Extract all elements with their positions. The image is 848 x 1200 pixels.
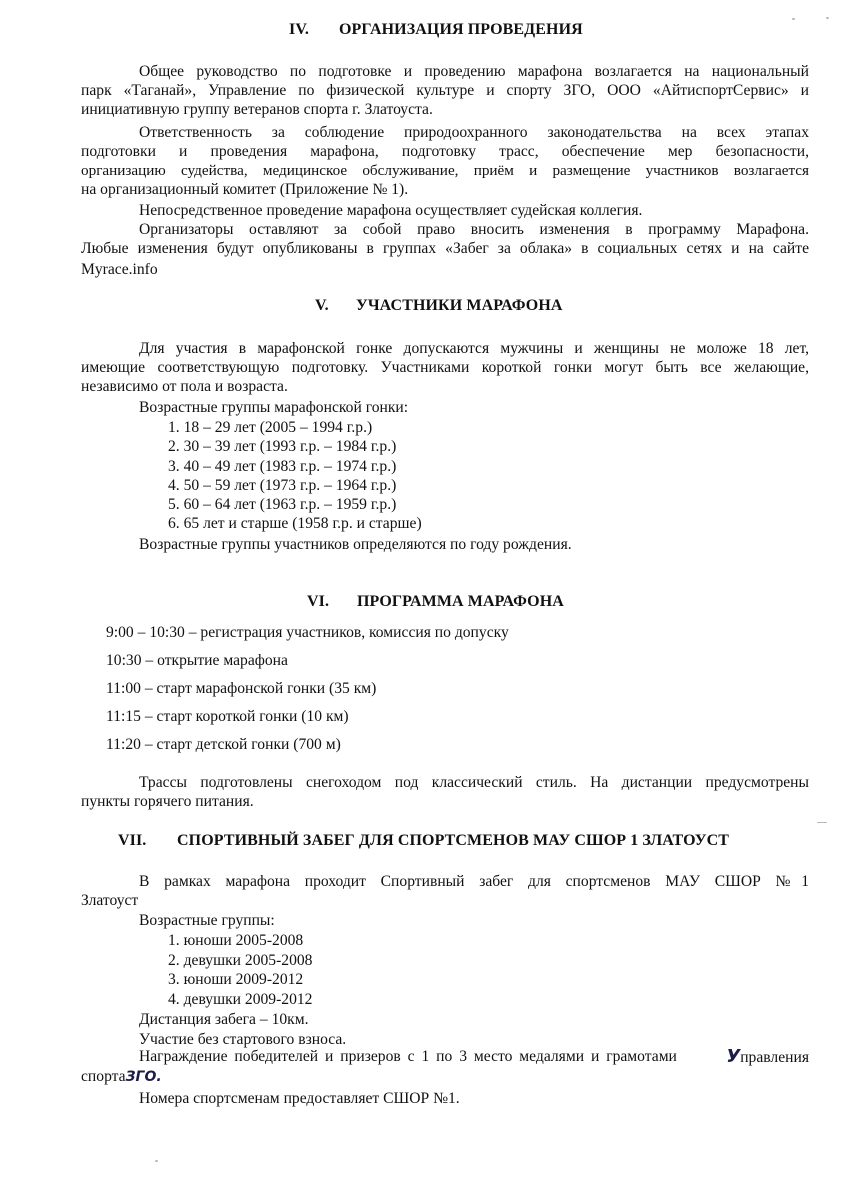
list-item: 2. девушки 2005-2008 xyxy=(168,952,313,969)
list-item: 1. 18 – 29 лет (2005 – 1994 г.р.) xyxy=(168,419,373,436)
section-number: VI. xyxy=(307,593,330,610)
paragraph-word: правления xyxy=(740,1049,809,1066)
handwritten-correction: ЗГО. xyxy=(125,1069,162,1085)
paragraph-line: Myrace.info xyxy=(81,261,158,278)
schedule-item: 11:15 – старт короткой гонки (10 км) xyxy=(106,708,349,725)
handwritten-correction: У xyxy=(726,1046,741,1067)
list-item: 4. девушки 2009-2012 xyxy=(168,991,313,1008)
paragraph-line: Непосредственное проведение марафона осуществляет судейская коллегия. xyxy=(139,202,643,219)
paragraph-line: Любые изменения будут опубликованы в группах «Забег за облака» в социальных сетях и на сайте xyxy=(81,240,809,257)
paragraph-line: Участие без стартового взноса. xyxy=(139,1031,347,1048)
awards-line-continued xyxy=(81,1067,162,1087)
paragraph-line: Ответственность за соблюдение природоохранного законодательства на всех этапах xyxy=(139,124,809,141)
section-number: V. xyxy=(315,297,329,314)
schedule-item: 11:20 – старт детской гонки (700 м) xyxy=(106,736,341,753)
paragraph-line: Номера спортсменам предоставляет СШОР №1. xyxy=(139,1090,460,1107)
list-item: 2. 30 – 39 лет (1993 г.р. – 1984 г.р.) xyxy=(168,438,397,455)
section-title: ОРГАНИЗАЦИЯ ПРОВЕДЕНИЯ xyxy=(339,21,583,38)
list-item: 1. юноши 2005-2008 xyxy=(168,932,304,949)
paragraph-line: Для участия в марафонской гонке допускаются мужчины и женщины не моложе 18 лет, xyxy=(139,340,809,357)
section-heading-v xyxy=(315,297,563,315)
list-item: 3. юноши 2009-2012 xyxy=(168,971,304,988)
scan-speck xyxy=(826,17,829,19)
scan-speck xyxy=(817,822,827,823)
awards-line-end xyxy=(726,1047,809,1067)
awards-line xyxy=(139,1047,809,1067)
section-number: VII. xyxy=(118,832,147,849)
paragraph-line: Награждение победителей и призеров с 1 по 3 место медалями и грамотами xyxy=(139,1048,677,1065)
section-heading-vi xyxy=(307,593,564,611)
paragraph-line: пункты горячего питания. xyxy=(81,793,254,810)
section-heading-vii xyxy=(118,832,729,850)
section-title: СПОРТИВНЫЙ ЗАБЕГ ДЛЯ СПОРТСМЕНОВ МАУ СШОР 1 ЗЛАТОУСТ xyxy=(177,832,730,849)
paragraph-line: Дистанция забега – 10км. xyxy=(139,1011,309,1028)
schedule-item: 10:30 – открытие марафона xyxy=(106,652,288,669)
paragraph-line: Организаторы оставляют за собой право вносить изменения в программу Марафона. xyxy=(139,221,809,238)
paragraph-line: Возрастные группы: xyxy=(139,912,275,929)
paragraph-word: спорта xyxy=(81,1068,126,1085)
paragraph-line: парк «Таганай», Управление по физической культуре и спорту ЗГО, ООО «АйтиспортСервис» и xyxy=(81,82,809,99)
paragraph-line: организацию судейства, медицинское обслуживание, приём и размещение участников возлагается xyxy=(81,162,809,179)
paragraph-line: подготовки и проведения марафона, подготовку трасс, обеспечение мер безопасности, xyxy=(81,143,809,160)
section-title: ПРОГРАММА МАРАФОНА xyxy=(357,593,564,610)
schedule-item: 11:00 – старт марафонской гонки (35 км) xyxy=(106,680,377,697)
paragraph-line: Возрастные группы марафонской гонки: xyxy=(139,399,409,416)
scan-speck xyxy=(792,18,795,20)
list-item: 3. 40 – 49 лет (1983 г.р. – 1974 г.р.) xyxy=(168,458,397,475)
section-number: IV. xyxy=(289,21,310,38)
paragraph-line: В рамках марафона проходит Спортивный забег для спортсменов МАУ СШОР №1 xyxy=(139,873,809,890)
paragraph-line: инициативную группу ветеранов спорта г. Златоуста. xyxy=(81,101,433,118)
section-heading-iv xyxy=(289,21,583,39)
paragraph-line: Возрастные группы участников определяются по году рождения. xyxy=(139,536,572,553)
list-item: 6. 65 лет и старше (1958 г.р. и старше) xyxy=(168,515,422,532)
paragraph-line: Трассы подготовлены снегоходом под классический стиль. На дистанции предусмотрены xyxy=(139,774,809,791)
list-item: 4. 50 – 59 лет (1973 г.р. – 1964 г.р.) xyxy=(168,477,397,494)
paragraph-line: имеющие соответствующую подготовку. Участниками короткой гонки могут быть все желающие, xyxy=(81,359,809,376)
section-title: УЧАСТНИКИ МАРАФОНА xyxy=(356,297,563,314)
list-item: 5. 60 – 64 лет (1963 г.р. – 1959 г.р.) xyxy=(168,496,397,513)
paragraph-line: Златоуст xyxy=(81,892,139,909)
schedule-item: 9:00 – 10:30 – регистрация участников, комиссия по допуску xyxy=(106,624,509,641)
paragraph-line: Общее руководство по подготовке и проведению марафона возлагается на национальный xyxy=(139,63,809,80)
paragraph-line: на организационный комитет (Приложение № 1). xyxy=(81,181,409,198)
scan-speck xyxy=(155,1160,158,1162)
paragraph-line: независимо от пола и возраста. xyxy=(81,378,288,395)
